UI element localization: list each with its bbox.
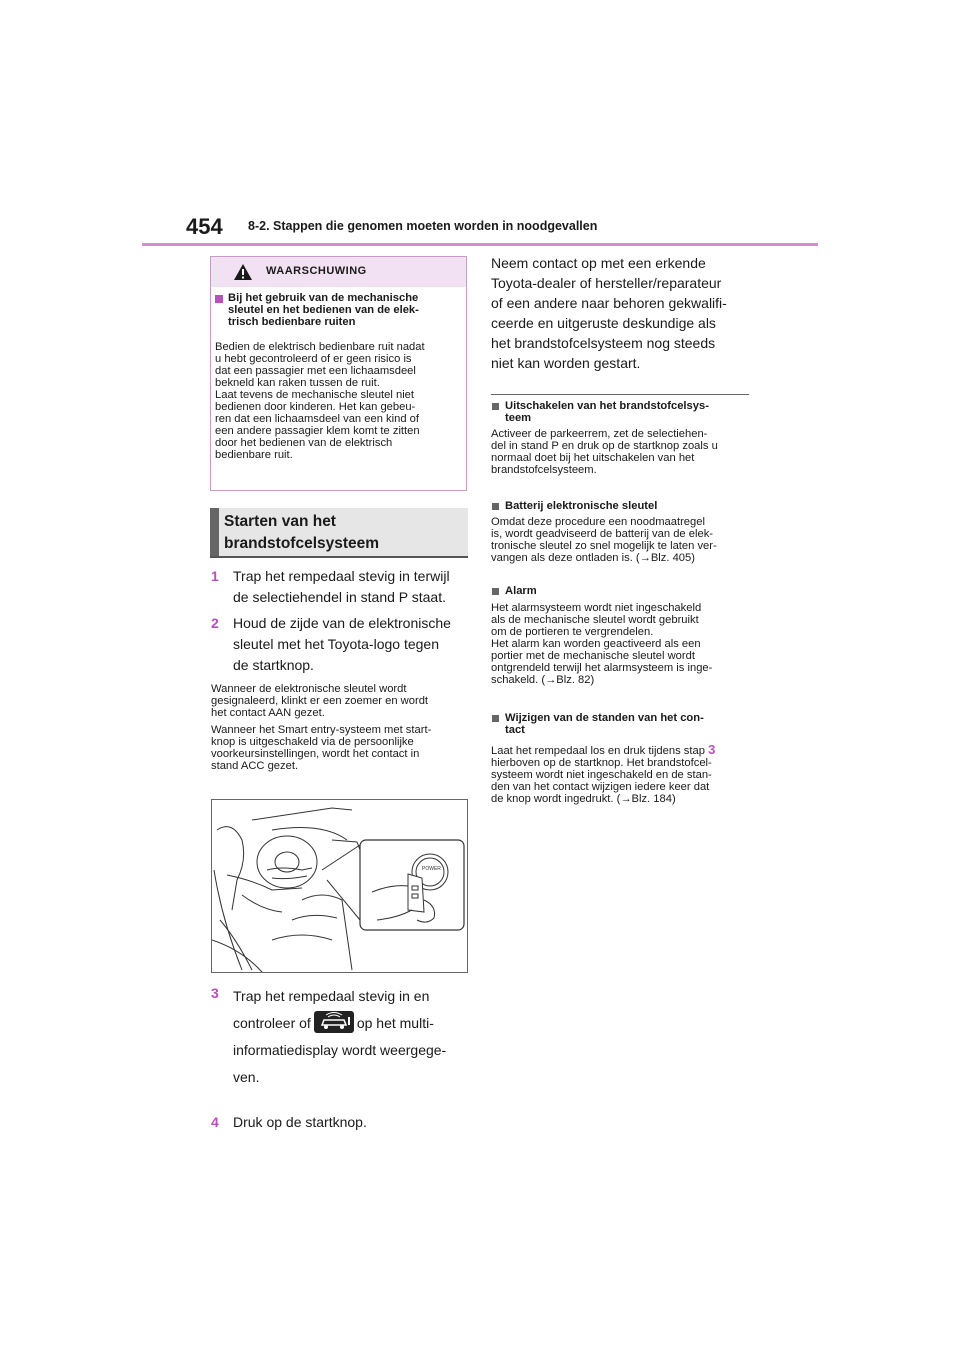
step-text — [233, 983, 446, 1091]
warning-subtitle — [228, 292, 463, 328]
step-inline-text: controleer of — [233, 1015, 311, 1031]
warning-body-line: bekneld kan raken tussen de ruit. — [215, 377, 380, 389]
step-2 — [211, 613, 471, 677]
step-number: 3 — [211, 985, 219, 1001]
warning-subtitle-line: sleutel en het bedienen van de elek- — [228, 304, 419, 316]
intro-line: Neem contact op met een erkende — [491, 255, 706, 271]
warning-body-line: ren dat een lichaamsdeel van een kind of — [215, 413, 419, 425]
warning-body-line: bedienbare ruit. — [215, 449, 293, 461]
warning-body-line: een andere passagier klem komt te zitten — [215, 425, 420, 437]
step-1 — [211, 566, 471, 610]
item-body-line: del in stand P en druk op de startknop zoals u — [491, 440, 718, 452]
step-4 — [211, 1112, 471, 1134]
step-inline-text: op het multi- — [356, 1015, 434, 1031]
step-3 — [211, 983, 473, 1108]
note-1 — [211, 683, 473, 719]
section-title-line: Starten van het — [224, 513, 336, 530]
step-line: informatiedisplay wordt weergege- — [233, 1042, 447, 1058]
intro-line: Toyota-dealer of hersteller/reparateur — [491, 275, 722, 291]
item-title — [505, 500, 750, 512]
item-body-line: schakeld. (→Blz. 82) — [491, 674, 595, 686]
item-body-line — [491, 744, 751, 757]
page-number: 454 — [186, 214, 223, 239]
right-divider — [491, 394, 749, 395]
section-bar — [210, 508, 219, 556]
item-body-text: Laat het rempedaal los en druk tijdens stap — [491, 745, 705, 757]
section-title-line: brandstofcelsysteem — [224, 535, 380, 552]
note-line: voorkeursinstellingen, wordt het contact in — [211, 748, 420, 760]
step-line: Trap het rempedaal stevig in en — [233, 988, 430, 1004]
item-body-line: den van het contact wijzigen iedere keer dat — [491, 781, 710, 793]
step-number: 4 — [211, 1114, 219, 1130]
item-body-line: als de mechanische sleutel wordt gebruikt — [491, 614, 699, 626]
warning-body-line: bedienen door kinderen. Het kan gebeu- — [215, 401, 416, 413]
warning-body-line: Laat tevens de mechanische sleutel niet — [215, 389, 415, 401]
step-reference: 3 — [708, 742, 716, 757]
warning-triangle-icon — [233, 263, 253, 281]
item-title — [505, 400, 750, 424]
item-title-line: Wijzigen van de standen van het con- — [505, 712, 704, 724]
header-rule — [142, 243, 818, 246]
bullet-square-icon — [492, 715, 499, 722]
warning-box — [210, 256, 467, 491]
step-line: de selectiehendel in stand P staat. — [233, 589, 447, 605]
warning-header — [211, 257, 466, 287]
item-body — [491, 428, 751, 476]
item-body-line: is, wordt geadviseerd de batterij van de elek- — [491, 528, 714, 540]
item-body-line: vangen als deze ontladen is. (→Blz. 405) — [491, 552, 695, 564]
step-text — [233, 613, 451, 676]
item-body-line: om de portieren te vergrendelen. — [491, 626, 654, 638]
step-text — [233, 1112, 367, 1133]
bullet-square-icon — [492, 588, 499, 595]
note-line: stand ACC gezet. — [211, 760, 299, 772]
warning-body-line: door het bedienen van de elektrisch — [215, 437, 393, 449]
intro-line: ceerde en uitgeruste deskundige als — [491, 315, 716, 331]
item-body-line: normaal doet bij het uitschakelen van het — [491, 452, 695, 464]
bullet-square-icon — [492, 403, 499, 410]
item-body-line: systeem wordt niet ingeschakeld en de stan- — [491, 769, 712, 781]
item-title-line: Uitschakelen van het brandstofcelsys- — [505, 400, 709, 412]
section-heading — [210, 508, 468, 558]
warning-body-line: u hebt gecontroleerd of er geen risico is — [215, 353, 412, 365]
note-line: knop is uitgeschakeld via de persoonlijke — [211, 736, 414, 748]
item-title-line: teem — [505, 412, 532, 424]
warning-title: WAARSCHUWING — [266, 265, 367, 277]
item-title-line: tact — [505, 724, 525, 736]
item-body-line: ontgrendeld terwijl het alarmsysteem is inge- — [491, 662, 713, 674]
note-line: het contact AAN gezet. — [211, 707, 325, 719]
right-intro — [491, 253, 761, 373]
item-body-line: hierboven op de startknop. Het brandstofcel- — [491, 757, 712, 769]
note-2 — [211, 724, 473, 772]
step-text — [233, 566, 450, 608]
item-body — [491, 516, 751, 564]
item-body — [491, 602, 751, 686]
multi-info-display-icon — [314, 1011, 354, 1033]
item-body-line: Het alarmsysteem wordt niet ingeschakeld — [491, 602, 702, 614]
step-line: Houd de zijde van de elektronische — [233, 615, 451, 631]
item-title — [505, 585, 750, 597]
item-body-line: Het alarm kan worden geactiveerd als een — [491, 638, 701, 650]
warning-body-line: Bedien de elektrisch bedienbare ruit nadat — [215, 341, 425, 353]
item-body-line: tronische sleutel zo snel mogelijk te laten ver- — [491, 540, 717, 552]
intro-line: niet kan worden gestart. — [491, 355, 641, 371]
warning-body-line: dat een passagier met een lichaamsdeel — [215, 365, 416, 377]
illustration-svg — [212, 800, 467, 972]
warning-body — [215, 341, 463, 461]
bullet-square-icon — [492, 503, 499, 510]
item-title-line: Alarm — [505, 585, 537, 597]
step-number: 1 — [211, 568, 219, 584]
section-title — [224, 511, 379, 555]
warning-subtitle-line: trisch bedienbare ruiten — [228, 316, 356, 328]
warning-subtitle-line: Bij het gebruik van de mechanische — [228, 292, 419, 304]
item-body-line: Omdat deze procedure een noodmaatregel — [491, 516, 705, 528]
power-button-label: POWER — [422, 866, 441, 872]
note-line: Wanneer de elektronische sleutel wordt — [211, 683, 407, 695]
step-line: de startknop. — [233, 657, 314, 673]
step-line: ven. — [233, 1069, 260, 1085]
item-body-line: brandstofcelsysteem. — [491, 464, 597, 476]
intro-line: of een andere naar behoren gekwalifi- — [491, 295, 727, 311]
step-line: sleutel met het Toyota-logo tegen — [233, 636, 439, 652]
bullet-square-icon — [215, 295, 223, 303]
note-line: Wanneer het Smart entry-systeem met start- — [211, 724, 432, 736]
step-number: 2 — [211, 615, 219, 631]
chapter-title: 8-2. Stappen die genomen moeten worden in noodgevallen — [248, 219, 598, 233]
item-body — [491, 744, 751, 805]
item-title-line: Batterij elektronische sleutel — [505, 500, 658, 512]
car-interior-key-illustration — [211, 799, 468, 973]
step-line: Druk op de startknop. — [233, 1114, 367, 1130]
item-body-line: portier met de mechanische sleutel wordt — [491, 650, 695, 662]
item-title — [505, 712, 750, 736]
step-line: Trap het rempedaal stevig in terwijl — [233, 568, 450, 584]
item-body-line: Activeer de parkeerrem, zet de selectiehen- — [491, 428, 708, 440]
step-line — [233, 1010, 446, 1037]
item-body-line: de knop wordt ingedrukt. (→Blz. 184) — [491, 793, 676, 805]
intro-line: het brandstofcelsysteem nog steeds — [491, 335, 716, 351]
note-line: gesignaleerd, klinkt er een zoemer en wordt — [211, 695, 429, 707]
